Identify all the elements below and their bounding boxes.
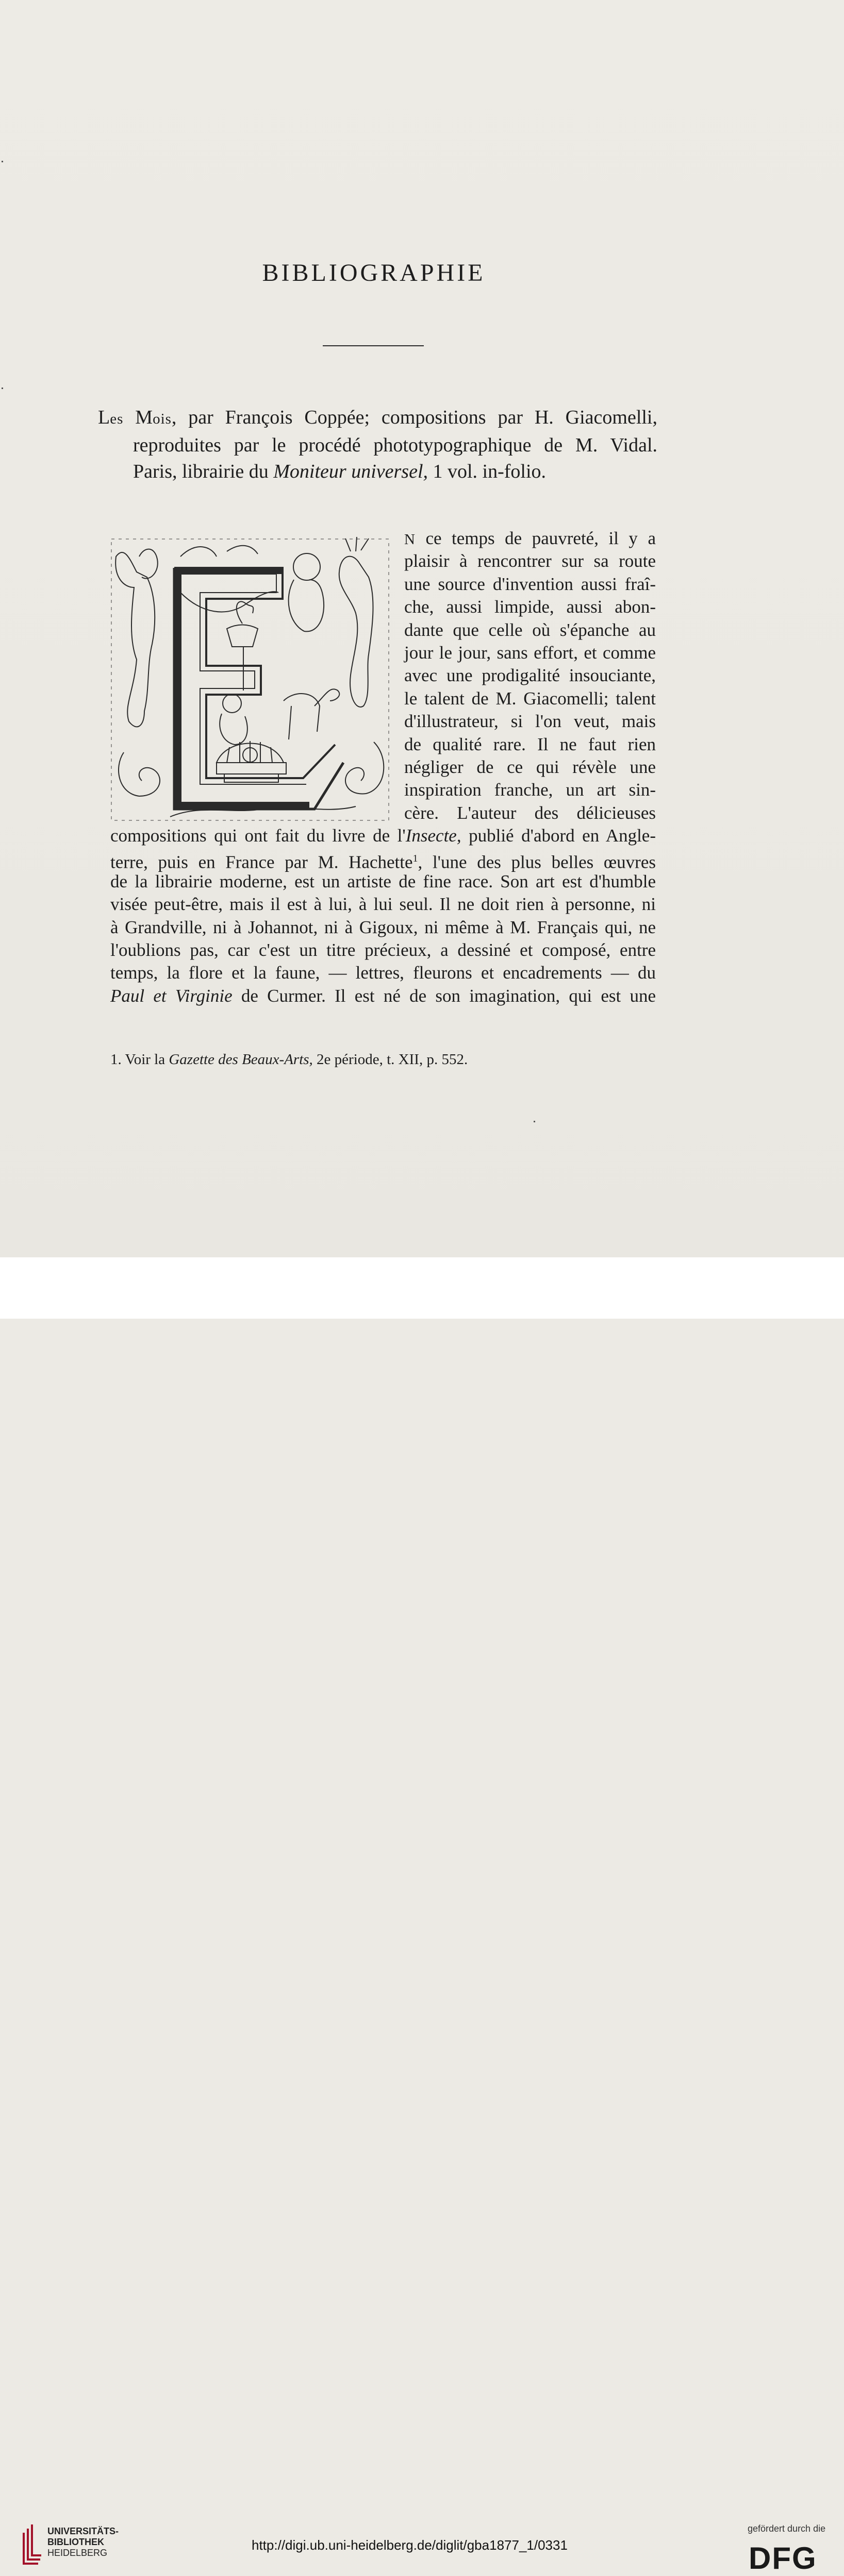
body-line: l'oublions pas, car c'est un titre précieux, a dessiné et composé, entre [110, 940, 656, 961]
body-line: jour le jour, sans effort, et comme [404, 642, 656, 663]
entry-line-2: reproduites par le procédé phototypographique de M. Vidal. [133, 434, 657, 456]
entry-line-3-pre: Paris, librairie du [133, 461, 269, 482]
entry-title-small-caps: ois [153, 411, 172, 427]
body-line: une source d'invention aussi fraî- [404, 574, 656, 594]
body-line-text: publié d'abord en Angle- [461, 826, 656, 846]
footnote [110, 1051, 652, 1068]
entry-line-1-text: , par François Coppée; compositions par H. Giacomelli, [171, 407, 657, 428]
library-name-line: HEIDELBERG [47, 2548, 108, 2558]
footnote-text: 2e période, t. XII, p. 552. [317, 1051, 468, 1068]
permalink-url[interactable]: http://digi.ub.uni-heidelberg.de/diglit/gba1877_1/0331 [252, 2537, 568, 2553]
entry-line-3-post: 1 vol. in-folio. [433, 461, 547, 482]
body-line [110, 824, 656, 847]
bibliography-entry [98, 405, 657, 485]
body-line: d'illustrateur, si l'on veut, mais [404, 711, 656, 732]
body-line: négliger de ce qui révèle une [404, 756, 656, 777]
footnote-reference: 1 [412, 853, 418, 865]
body-line: de la librairie moderne, est un artiste de fine race. Son art est d'humble [110, 871, 656, 891]
body-line: che, aussi limpide, aussi abon- [404, 597, 656, 617]
entry-line-1 [98, 405, 657, 432]
digitization-footer [0, 1257, 844, 2575]
footnote-number: 1. [110, 1051, 122, 1068]
footnote-text: Voir la [125, 1051, 166, 1068]
page-title: BIBLIOGRAPHIE [262, 259, 486, 287]
body-line [110, 985, 656, 1007]
body-line: temps, la flore et la faune, — lettres, fleurons et encadrements — du [110, 963, 656, 983]
body-line-text: terre, puis en France par M. Hachette [110, 852, 413, 873]
funding-caption: gefördert durch die [748, 2523, 826, 2534]
body-line: le talent de M. Giacomelli; talent [404, 688, 656, 709]
library-name-line: BIBLIOTHEK [47, 2537, 104, 2547]
body-line-text: ce temps de pauvreté, il y a [425, 528, 656, 548]
body-line: à Grandville, ni à Johannot, ni à Gigoux, ni même à M. Français qui, ne [110, 917, 656, 937]
body-line-text: , l'une des plus belles œuvres [418, 852, 656, 873]
body-line: de qualité rare. Il ne faut rien [404, 734, 656, 754]
body-initial-continuation: N [404, 531, 416, 548]
body-line: inspiration franche, un art sin- [404, 780, 656, 800]
scan-mark [534, 1121, 535, 1122]
body-line: cère. L'auteur des délicieuses [404, 802, 656, 823]
entry-small-caps-initial: L [98, 407, 110, 428]
scan-mark [2, 388, 3, 389]
entry-title-initial: M [135, 407, 153, 428]
body-line: dante que celle où s'épanche au [404, 619, 656, 640]
library-name-line: UNIVERSITÄTS- [47, 2526, 119, 2536]
body-italic-title: Paul et Virginie [110, 985, 233, 1006]
body-line-text: de Curmer. Il est né de son imagination, qui est une [232, 985, 656, 1006]
body-line [110, 847, 656, 873]
university-library-logo-icon[interactable] [20, 2522, 42, 2568]
entry-small-caps: es [110, 411, 124, 427]
footnote-italic-title: Gazette des Beaux-Arts, [169, 1051, 313, 1068]
body-line-text: compositions qui ont fait du livre de l' [110, 826, 406, 846]
body-line: plaisir à rencontrer sur sa route [404, 551, 656, 571]
scan-mark [2, 161, 3, 162]
title-divider [323, 345, 424, 346]
body-text [110, 527, 656, 1007]
entry-line-3-italic: Moniteur universel, [273, 461, 428, 482]
university-library-name [47, 2526, 119, 2558]
entry-line-3 [98, 459, 657, 485]
body-line: visée peut-être, mais il est à lui, à lui seul. Il ne doit rien à personne, ni [110, 894, 656, 915]
dfg-logo[interactable]: DFG [749, 2541, 817, 2575]
body-line [404, 527, 656, 550]
body-line: avec une prodigalité insouciante, [404, 665, 656, 686]
scanned-page [0, 0, 844, 1257]
body-italic-title: Insecte, [405, 826, 461, 846]
